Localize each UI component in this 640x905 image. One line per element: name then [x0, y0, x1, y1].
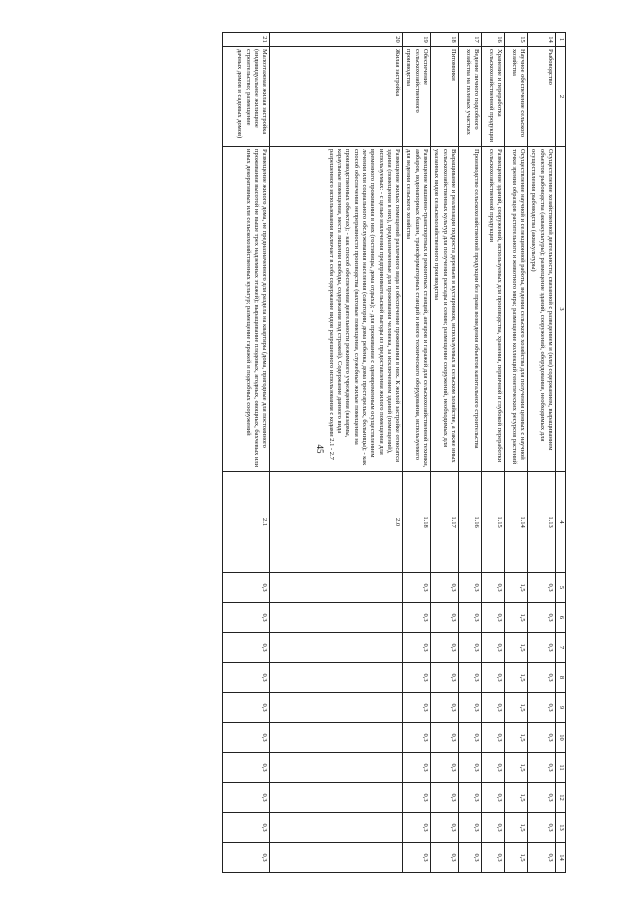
use-name: Питомники	[431, 47, 459, 147]
value-cell: 0,3	[528, 783, 556, 813]
value-cell	[270, 753, 403, 783]
value-cell: 0,3	[223, 723, 270, 753]
use-name: Ведение личного подсобного хозяйства на полевых участках	[459, 47, 482, 147]
value-cell: 0,3	[482, 573, 505, 603]
use-description: Производство сельскохозяйственной продукции без права возведения объектов капитального строительства	[459, 147, 482, 472]
value-cell: 0,3	[528, 573, 556, 603]
value-cell: 0,3	[459, 573, 482, 603]
value-cell: 0,3	[431, 573, 459, 603]
col-header: 14	[556, 843, 566, 873]
value-cell: 1,5	[505, 843, 528, 873]
value-cell: 1,5	[505, 633, 528, 663]
col-header: 10	[556, 723, 566, 753]
table-row	[431, 33, 459, 873]
value-cell: 1,5	[505, 783, 528, 813]
use-description: Размещение жилых помещений различного вида и обеспечение проживания в них. К жилой застройке относятся здания (помещения в них), предназначенные для проживания человека, за исключением зданий (помещений), используемых: - с целью извлечения предпринимательской выгоды из предоставления жилого помещения для временного проживания в них (гостиницы, дома отдыха); - для проживания с одновременным осуществлением лечения или социального обслуживания населения (санатории, дома ребенка, дома престарелых, больницы); - как способ обеспечения непрерывности производства (вахтовые помещения, служебные жилые помещения на производственных объектах); - как способ обеспечения деятельности режимного учреждения (казармы, караульные помещения, места лишения свободы, содержания под стражей). Содержание данного вида разрешенного использования включает в себя содержание видов разрешенного использования с кодами 2.1 - 2.7	[270, 147, 403, 472]
value-cell: 0,3	[431, 633, 459, 663]
value-cell: 1,5	[505, 663, 528, 693]
value-cell: 0,3	[223, 633, 270, 663]
col-header: 7	[556, 633, 566, 663]
row-number: 20	[270, 33, 403, 47]
value-cell	[270, 783, 403, 813]
value-cell: 1,5	[505, 723, 528, 753]
value-cell: 0,3	[459, 813, 482, 843]
value-cell: 0,3	[403, 633, 431, 663]
value-cell: 0,3	[223, 603, 270, 633]
value-cell: 0,3	[403, 573, 431, 603]
use-code: 1.13	[528, 472, 556, 573]
value-cell: 0,3	[528, 843, 556, 873]
value-cell: 0,3	[431, 603, 459, 633]
use-code: 1.15	[482, 472, 505, 573]
value-cell: 0,3	[482, 723, 505, 753]
value-cell: 0,3	[223, 753, 270, 783]
value-cell	[270, 573, 403, 603]
value-cell: 0,3	[223, 573, 270, 603]
use-description: Выращивание и реализация подроста деревьев и кустарников, используемых в сельском хозяйстве, а также иных сельскохозяйственных культур для получения рассады и семян; размещение сооружений, необходимых для указанных видов сельскохозяйственного производства	[431, 147, 459, 472]
value-cell	[270, 723, 403, 753]
table-row	[270, 33, 403, 873]
table-row	[505, 33, 528, 873]
page-number: 45	[315, 444, 325, 454]
use-name: Научное обеспечение сельского хозяйства	[505, 47, 528, 147]
col-header: 4	[556, 472, 566, 573]
value-cell: 0,3	[482, 843, 505, 873]
use-description: Осуществление научной и селекционной работы, ведения сельского хозяйства для получения ценных с научной точки зрения образцов растительного и животного мира; размещение коллекций генетических ресурсов растений	[505, 147, 528, 472]
value-cell: 0,3	[459, 603, 482, 633]
value-cell: 0,3	[431, 783, 459, 813]
col-header: 9	[556, 693, 566, 723]
table-row	[482, 33, 505, 873]
value-cell: 1,5	[505, 813, 528, 843]
row-number: 21	[223, 33, 270, 47]
value-cell: 0,3	[223, 813, 270, 843]
col-header: 1	[556, 33, 566, 47]
value-cell: 0,3	[223, 843, 270, 873]
value-cell: 0,3	[528, 753, 556, 783]
col-header: 11	[556, 753, 566, 783]
use-code: 1.17	[431, 472, 459, 573]
use-name: Жилая застройка	[270, 47, 403, 147]
col-header: 6	[556, 603, 566, 633]
value-cell: 0,3	[482, 633, 505, 663]
row-number: 14	[528, 33, 556, 47]
value-cell: 0,3	[459, 693, 482, 723]
col-header: 2	[556, 47, 566, 147]
value-cell: 0,3	[482, 783, 505, 813]
value-cell: 0,3	[482, 753, 505, 783]
value-cell: 0,3	[482, 693, 505, 723]
value-cell: 0,3	[528, 603, 556, 633]
value-cell: 1,5	[505, 603, 528, 633]
value-cell: 0,3	[459, 783, 482, 813]
value-cell: 0,3	[482, 603, 505, 633]
value-cell: 0,3	[403, 843, 431, 873]
value-cell: 0,3	[459, 633, 482, 663]
value-cell: 0,3	[431, 813, 459, 843]
value-cell: 0,3	[482, 813, 505, 843]
value-cell: 0,3	[403, 693, 431, 723]
value-cell: 0,3	[459, 843, 482, 873]
value-cell: 0,3	[431, 693, 459, 723]
row-number: 17	[459, 33, 482, 47]
land-use-table	[222, 32, 566, 873]
col-header: 13	[556, 813, 566, 843]
use-description: Размещение машинно-транспортных и ремонтных станций, ангаров и гаражей для сельскохозяйственной техники, амбаров, водонапорных башен, трансформаторных станций и иного технического оборудования, используемого для ведения сельского хозяйства	[403, 147, 431, 472]
table-body	[223, 33, 556, 873]
value-cell	[270, 633, 403, 663]
value-cell: 0,3	[459, 723, 482, 753]
row-number: 15	[505, 33, 528, 47]
value-cell: 0,3	[431, 843, 459, 873]
row-number: 16	[482, 33, 505, 47]
value-cell: 1,5	[505, 573, 528, 603]
table-row	[459, 33, 482, 873]
table-row	[403, 33, 431, 873]
value-cell: 0,3	[528, 723, 556, 753]
value-cell: 1,5	[505, 753, 528, 783]
use-description: Размещение жилого дома, не предназначенного для раздела на квартиры (дома, пригодные для постоянного проживания высотой не выше трех надземных этажей); выращивание плодовых, ягодных, овощных, бахчевых или иных декоративных или сельскохозяйственных культур; размещение гаражей и подсобных сооружений	[223, 147, 270, 472]
row-number: 18	[431, 33, 459, 47]
value-cell: 0,3	[223, 663, 270, 693]
value-cell: 0,3	[528, 663, 556, 693]
value-cell: 0,3	[403, 723, 431, 753]
rotated-table-wrapper	[88, 32, 566, 872]
value-cell	[270, 843, 403, 873]
value-cell: 1,5	[505, 693, 528, 723]
value-cell	[270, 603, 403, 633]
value-cell	[270, 693, 403, 723]
value-cell: 0,3	[403, 783, 431, 813]
use-name: Хранение и переработка сельскохозяйственной продукции	[482, 47, 505, 147]
value-cell: 0,3	[431, 753, 459, 783]
value-cell: 0,3	[528, 813, 556, 843]
use-name: Рыбоводство	[528, 47, 556, 147]
use-code: 2.0	[270, 472, 403, 573]
use-description: Осуществление хозяйственной деятельности, связанной с разведением и (или) содержанием, выращиванием объектов рыбоводства (аквакультуры); размещение зданий, сооружений, оборудования, необходимых для осуществления рыбоводства (аквакультуры)	[528, 147, 556, 472]
col-header: 12	[556, 783, 566, 813]
use-code: 1.18	[403, 472, 431, 573]
use-code: 2.1	[223, 472, 270, 573]
row-number: 19	[403, 33, 431, 47]
col-header: 5	[556, 573, 566, 603]
use-description: Размещение зданий, сооружений, используемых для производства, хранения, первичной и глубокой переработки сельскохозяйственной продукции	[482, 147, 505, 472]
value-cell: 0,3	[431, 723, 459, 753]
col-header: 8	[556, 663, 566, 693]
use-name: Обеспечение сельскохозяйственного производства	[403, 47, 431, 147]
value-cell: 0,3	[459, 663, 482, 693]
use-name: Малоэтажная жилая застройка (индивидуальное жилищное строительство; размещение дачных домов и садовых домов)	[223, 47, 270, 147]
header-row	[556, 33, 566, 873]
col-header: 3	[556, 147, 566, 472]
value-cell	[270, 663, 403, 693]
value-cell: 0,3	[403, 813, 431, 843]
value-cell: 0,3	[528, 693, 556, 723]
value-cell: 0,3	[482, 663, 505, 693]
use-code: 1.14	[505, 472, 528, 573]
table-row	[223, 33, 270, 873]
value-cell: 0,3	[459, 753, 482, 783]
table-row	[528, 33, 556, 873]
value-cell: 0,3	[403, 753, 431, 783]
value-cell	[270, 813, 403, 843]
value-cell: 0,3	[223, 693, 270, 723]
value-cell: 0,3	[403, 663, 431, 693]
value-cell: 0,3	[528, 633, 556, 663]
use-code: 1.16	[459, 472, 482, 573]
value-cell: 0,3	[223, 783, 270, 813]
value-cell: 0,3	[403, 603, 431, 633]
value-cell: 0,3	[431, 663, 459, 693]
